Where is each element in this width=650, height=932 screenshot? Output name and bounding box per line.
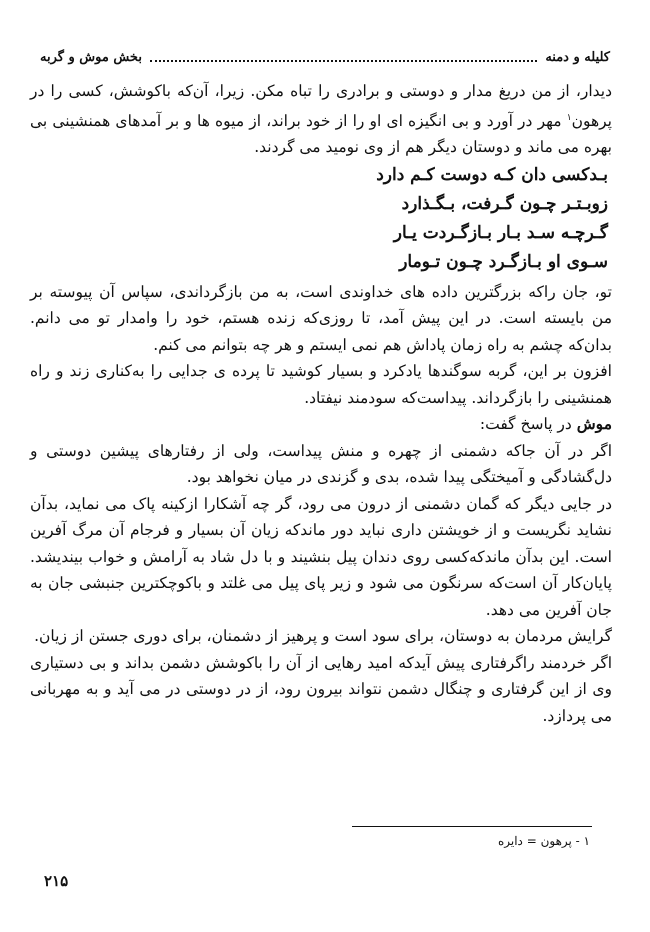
paragraph: گرایش مردمان به دوستان، برای سود است و پرهیز از دشمنان، برای دوری جستن از زیان. xyxy=(34,627,612,646)
paragraph: افزون بر این، گربه سوگندها یادکرد و بسیار کوشید تا پرده ی جدایی را به‌کناری زند و راه همنشینی را بازگرداند. پیداست‌که سودمند نیفتاد. xyxy=(30,362,612,407)
header-book-title: کلیله و دمنه xyxy=(545,49,610,65)
paragraph: در جایی دیگر که گمان دشمنی از درون می رود، گر چه آشکارا ازکینه پاک می نماید، بدآن نشاید نگریست و از خویشتن داری نباید دور ماندکه زیان آن بسیار و فرجام آن مرگ آفرین است. این بدآن ماندکه‌کسی روی دندان پیل بنشیند و با دل شاد به آرامش و خواب بیندیشد. پایان‌کار آن است‌که سرنگون می شود و زیر پای پیل می غلتد و باکوچکترین جنبشی جان به جان آفرین می دهد. xyxy=(30,494,612,619)
footnote-marker: ۱ xyxy=(566,112,572,123)
speaker-rest: در پاسخ گفت: xyxy=(479,415,572,434)
running-header xyxy=(40,46,610,68)
page-number: ۲۱۵ xyxy=(44,872,69,890)
footnote: ۱ - پرهون = دایره xyxy=(497,834,590,848)
poem-line: گـرچـه سـد بـار بـازگـردت یـار xyxy=(393,222,608,243)
poem-line: زوبـتـر چـون گـرفت، بـگـذارد xyxy=(401,193,608,214)
poem xyxy=(30,161,612,277)
footnote-divider xyxy=(352,826,592,827)
speaker-name: موش xyxy=(576,414,612,434)
poem-line: سـوی او بـازگـرد چـون تـومار xyxy=(399,251,608,272)
paragraph: اگر خردمند راگرفتاری پیش آیدکه امید رهایی از آن را باکوشش دشمن بداند و بی دستیاری وی از این گرفتاری و چنگال دشمن نتواند بیرون رود، از در دوستی در می آید و به مهربانی می پردازد. xyxy=(30,653,612,725)
speaker-line xyxy=(30,411,612,438)
paragraph: اگر در آن جاکه دشمنی از چهره و منش پیداست، ولی از رفتارهای پیشین دوستی و دل‌گشادگی و آمیختگی پیدا شده، بدی و گزندی در میان نخواهد بود. xyxy=(30,441,612,487)
poem-line: بـدکسی دان کـه دوست کـم دارد xyxy=(376,164,608,185)
header-section-title: بخش موش و گربه xyxy=(40,49,142,65)
paragraph: تو، جان راکه بزرگترین داده های خداوندی است، به من بازگرداندی، سپاس آن پیوسته بر من بایسته است. در این پیش آمد، تا روزی‌که زنده هستم، خود را وامدار تو می دانم. بدان‌که چشم به راه زمان پاداش هم نمی ایستم و هر چه بتوانم می کنم. xyxy=(30,282,612,354)
paragraph: دیدار، از من دریغ مدار و دوستی و برادری را تباه مکن. زیرا، آن‌که باکوشش، کسی را در پرهون$^۱$ مهر در آورد و بی انگیزه ای او را از خود براند، از میوه ها و بر آمدهای همنشینی بی بهره می ماند و دوستان دیگر هم از وی نومید می گردند. xyxy=(30,82,612,157)
main-text xyxy=(30,78,612,729)
header-dot-leader xyxy=(150,60,537,62)
